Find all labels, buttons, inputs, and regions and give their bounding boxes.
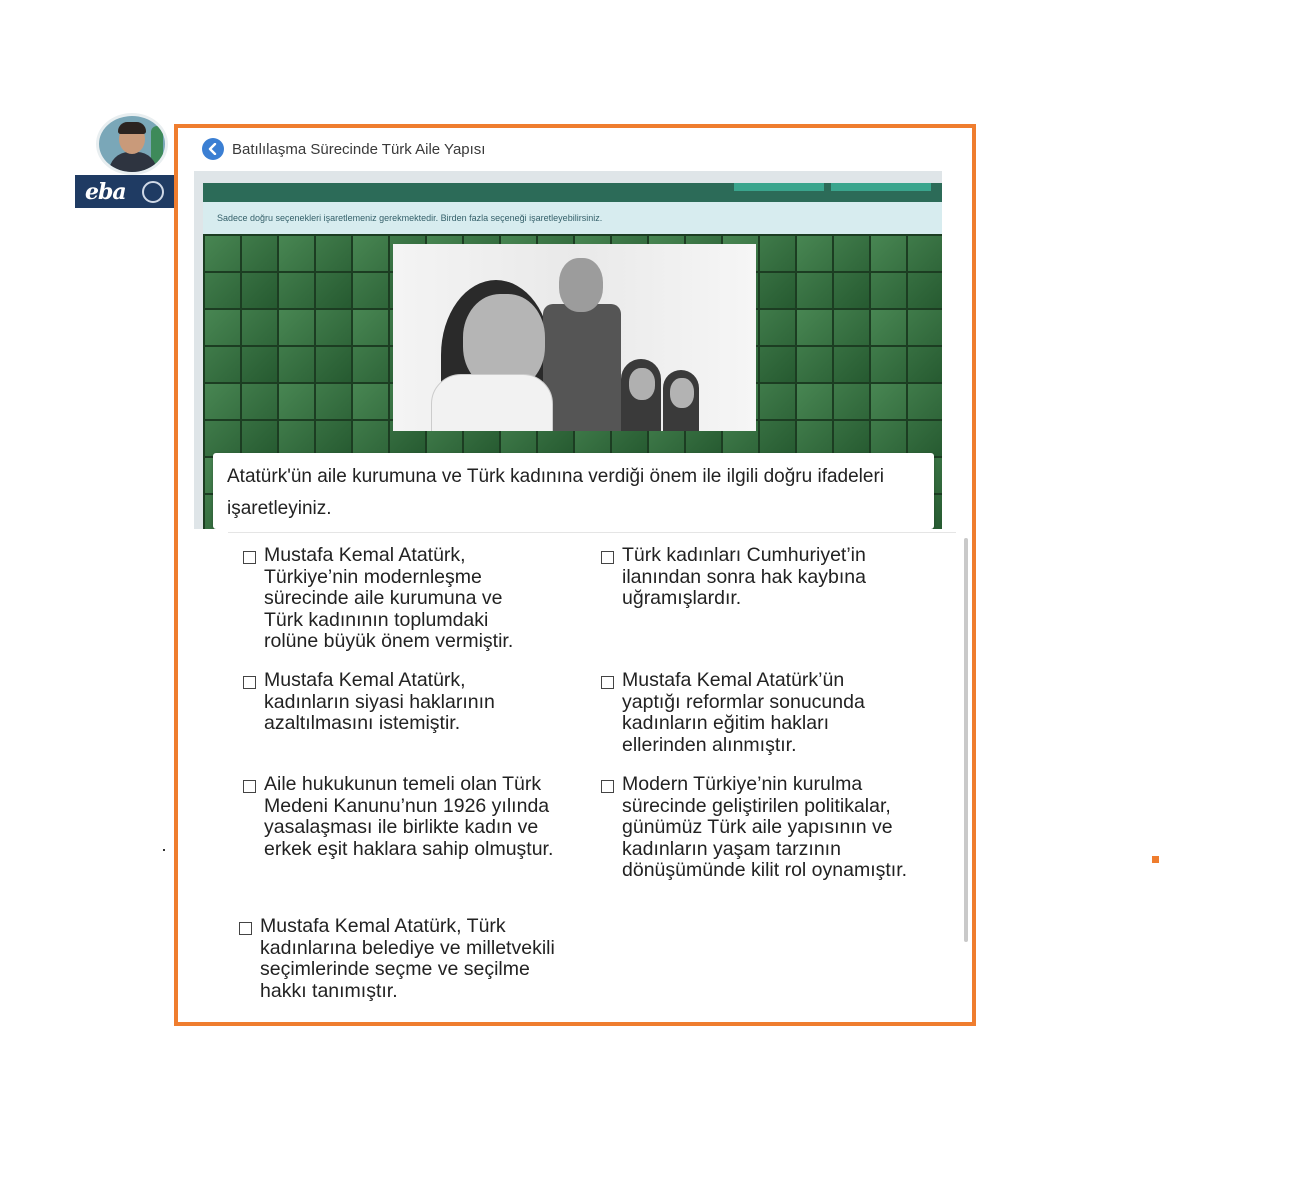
toolbar-button-2[interactable] (831, 183, 931, 191)
option-3-label: Mustafa Kemal Atatürk, kadınların siyasi haklarının azaltılmasını istemiştir. (264, 669, 495, 734)
option-1-checkbox[interactable] (243, 551, 256, 564)
option-2-label: Türk kadınları Cumhuriyet’in ilanından sonra hak kaybına uğramışlardır. (622, 544, 866, 609)
option-4-checkbox[interactable] (601, 676, 614, 689)
option-6-label: Modern Türkiye’nin kurulma sürecinde geliştirilen politikalar, günümüz Türk aile yapısının ve kadınların yaşam tarzının dönüşümünde kilit rol oynamıştır. (622, 773, 908, 881)
photo-girl-3-face (670, 378, 694, 408)
eba-logo-bar (75, 175, 174, 208)
option-7[interactable] (239, 916, 564, 1002)
divider (228, 532, 956, 533)
question-photo (393, 244, 756, 431)
option-5-label: Aile hukukunun temeli olan Türk Medeni Kanunu’nun 1926 yılında yasalaşması ile birlikte kadın ve erkek eşit haklara sahip olmuştur. (264, 773, 554, 860)
option-4[interactable] (601, 670, 901, 756)
scrollbar[interactable] (964, 538, 968, 942)
option-1[interactable] (243, 545, 543, 653)
avatar-hair (118, 122, 146, 134)
option-3-checkbox[interactable] (243, 676, 256, 689)
page-title: Batılılaşma Sürecinde Türk Aile Yapısı (232, 140, 486, 158)
eba-logo: eba (85, 178, 126, 205)
photo-girl-collar (431, 374, 553, 431)
question-text: Atatürk'ün aile kurumuna ve Türk kadınına verdiği önem ile ilgili doğru ifadeleri işaretleyiniz. (213, 453, 934, 529)
option-6-checkbox[interactable] (601, 780, 614, 793)
option-7-label: Mustafa Kemal Atatürk, Türk kadınlarına belediye ve milletvekili seçimlerinde seçme ve seçilme hakkı tanımıştır. (260, 915, 555, 1002)
ministry-seal-icon (142, 181, 164, 203)
instruction-notice: Sadece doğru seçenekleri işaretlemeniz gerekmektedir. Birden fazla seçeneği işaretleyebilirsiniz. (203, 202, 942, 234)
activity-toolbar (203, 183, 942, 203)
option-7-checkbox[interactable] (239, 922, 252, 935)
page-header (202, 137, 485, 161)
option-3[interactable] (243, 670, 543, 735)
option-4-label: Mustafa Kemal Atatürk’ün yaptığı reformlar sonucunda kadınların eğitim hakları ellerinden alınmıştır. (622, 669, 865, 756)
option-6[interactable] (601, 774, 931, 882)
photo-man-suit (543, 304, 621, 431)
option-2[interactable] (601, 545, 911, 610)
decorative-dot (1152, 856, 1159, 863)
decorative-speck (163, 849, 165, 851)
presenter-avatar (96, 113, 168, 175)
toolbar-button-1[interactable] (734, 183, 824, 191)
option-5-checkbox[interactable] (243, 780, 256, 793)
photo-girl-2-face (629, 368, 655, 400)
back-arrow-icon[interactable] (202, 138, 224, 160)
activity-panel (194, 171, 942, 559)
photo-man-face (559, 258, 603, 312)
avatar-body (109, 152, 157, 175)
option-2-checkbox[interactable] (601, 551, 614, 564)
option-1-label: Mustafa Kemal Atatürk, Türkiye’nin modernleşme sürecinde aile kurumuna ve Türk kadınının toplumdaki rolüne büyük önem vermiştir. (264, 544, 514, 652)
option-5[interactable] (243, 774, 561, 860)
